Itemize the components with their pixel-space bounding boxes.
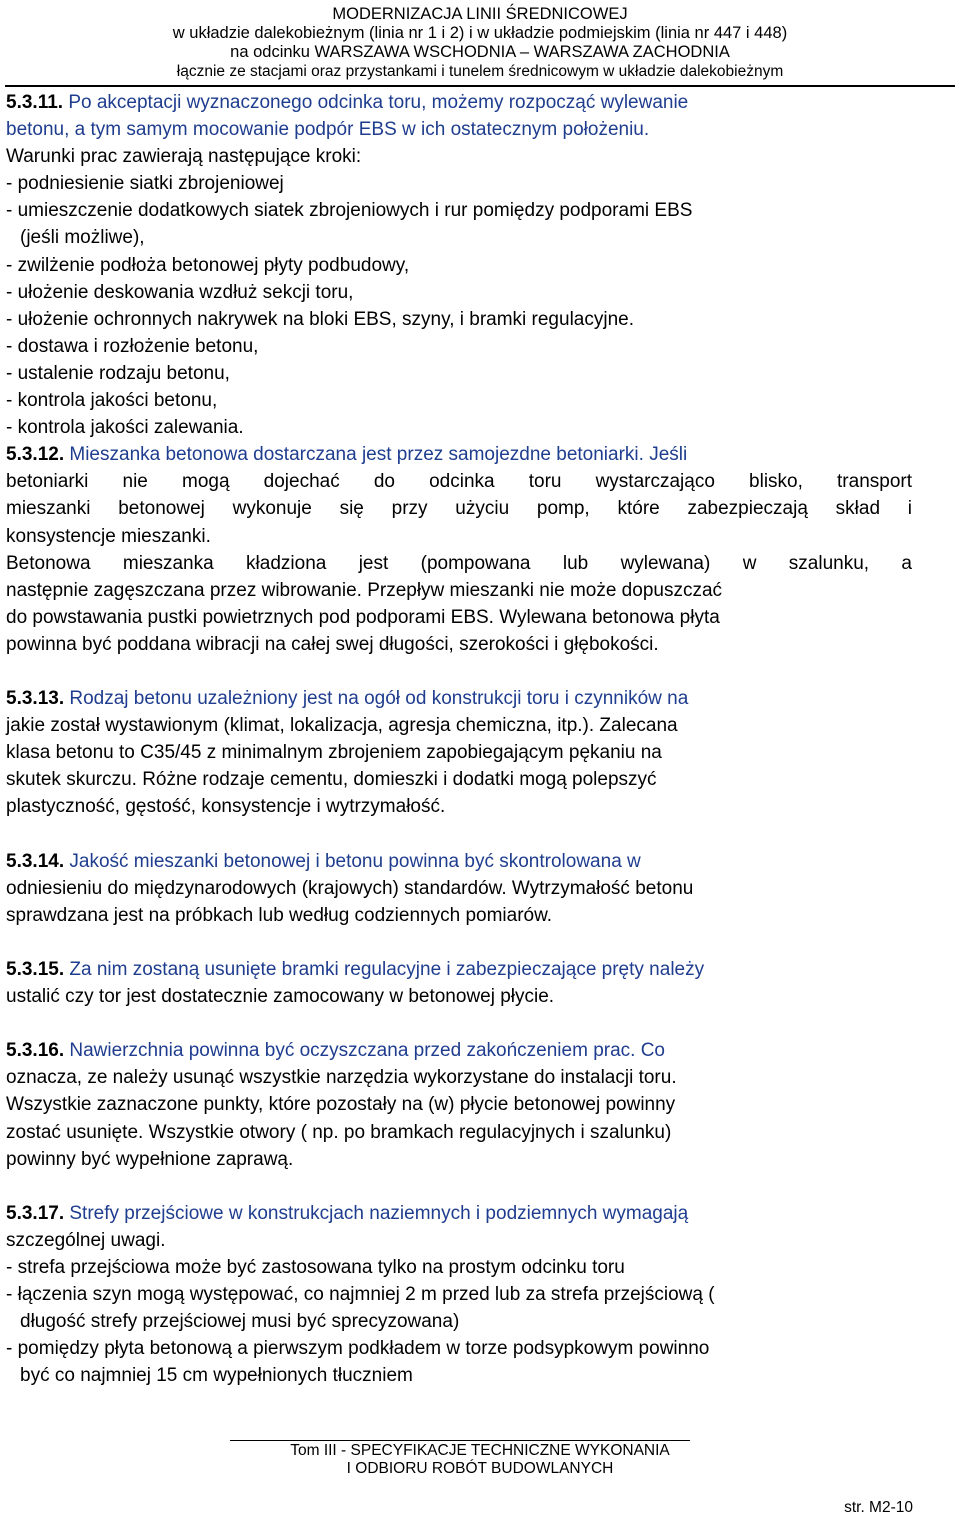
list-item: - dostawa i rozłożenie betonu, — [6, 335, 259, 357]
page-header — [0, 5, 960, 81]
paragraph-line: szczególnej uwagi. — [6, 1229, 166, 1251]
paragraph-line: do powstawania pustki powietrznych pod podporami EBS. Wylewana betonowa płyta — [6, 606, 720, 628]
section-number: 5.3.16. — [6, 1040, 65, 1062]
section-5-3-13 — [6, 685, 912, 820]
section-5-3-12 — [6, 441, 912, 658]
list-item: - kontrola jakości betonu, — [6, 390, 218, 412]
paragraph-line: następnie zagęszczana przez wibrowanie. Przepływ mieszanki nie może dopuszczać — [6, 579, 723, 601]
section-text: Nawierzchnia powinna być oczyszczana przed zakończeniem prac. Co — [64, 1040, 666, 1062]
paragraph-line: klasa betonu to C35/45 z minimalnym zbrojeniem zapobiegającym pękaniu na — [6, 742, 662, 764]
section-number: 5.3.14. — [6, 850, 65, 872]
footer-line-1: Tom III - SPECYFIKACJE TECHNICZNE WYKONANIA — [290, 1442, 670, 1459]
list-item: - kontrola jakości zalewania. — [6, 417, 244, 439]
section-5-3-11 — [6, 89, 912, 441]
section-text: Strefy przejściowe w konstrukcjach naziemnych i podziemnych wymagają — [64, 1202, 689, 1224]
document-body — [6, 89, 912, 1390]
list-item: - pomiędzy płyta betonową a pierwszym podkładem w torze podsypkowym powinno — [6, 1338, 710, 1360]
list-item: - zwilżenie podłoża betonowej płyty podbudowy, — [6, 254, 410, 276]
paragraph-line: Warunki prac zawierają następujące kroki: — [6, 146, 362, 168]
section-text: Rodzaj betonu uzależniony jest na ogół od konstrukcji toru i czynników na — [64, 688, 689, 710]
section-5-3-14 — [6, 848, 912, 929]
paragraph-line: zostać usunięte. Wszystkie otwory ( np. po bramkach regulacyjnych i szalunku) — [6, 1121, 672, 1143]
paragraph-line: Betonowa mieszanka kładziona jest (pompowana lub wylewana) w szalunku, a — [6, 552, 912, 574]
list-item-continuation: długość strefy przejściowej musi być sprecyzowana) — [20, 1311, 460, 1333]
footer-divider — [230, 1440, 690, 1441]
header-subtitle-1: w układzie dalekobieżnym (linia nr 1 i 2) i w układzie podmiejskim (linia nr 447 i 448) — [172, 24, 788, 42]
paragraph-gap — [6, 1173, 912, 1200]
paragraph-line: oznacza, ze należy usunąć wszystkie narzędzia wykorzystane do instalacji toru. — [6, 1067, 677, 1089]
paragraph-line: powinna być poddana wibracji na całej swej długości, szerokości i głębokości. — [6, 633, 659, 655]
header-subtitle-3: łącznie ze stacjami oraz przystankami i tunelem średnicowym w układzie dalekobieżnym — [176, 63, 784, 80]
paragraph-line: betoniarki nie mogą dojechać do odcinka toru wystarczająco blisko, transport — [6, 471, 912, 493]
paragraph-gap — [6, 821, 912, 848]
section-number: 5.3.17. — [6, 1202, 65, 1224]
section-text: Jakość mieszanki betonowej i betonu powinna być skontrolowana w — [64, 850, 641, 872]
section-number: 5.3.11. — [6, 92, 64, 113]
list-item: - ustalenie rodzaju betonu, — [6, 362, 230, 384]
paragraph-line: powinny być wypełnione zaprawą. — [6, 1148, 294, 1170]
header-divider — [5, 85, 955, 87]
paragraph-line: jakie został wystawionym (klimat, lokalizacja, agresja chemiczna, itp.). Zalecana — [6, 715, 678, 737]
paragraph-gap — [6, 1010, 912, 1037]
section-5-3-16 — [6, 1037, 912, 1172]
paragraph-line: betonu, a tym samym mocowanie podpór EBS w ich ostatecznym położeniu. — [6, 119, 650, 141]
section-5-3-15 — [6, 956, 912, 1010]
section-number: 5.3.15. — [6, 959, 65, 980]
list-item: - strefa przejściowa może być zastosowana tylko na prostym odcinku toru — [6, 1257, 625, 1279]
list-item-continuation: być co najmniej 15 cm wypełnionych tłuczniem — [20, 1365, 413, 1387]
paragraph-line: ustalić czy tor jest dostatecznie zamocowany w betonowej płycie. — [6, 986, 555, 1008]
section-5-3-17 — [6, 1200, 912, 1390]
paragraph-gap — [6, 658, 912, 685]
section-number: 5.3.13. — [6, 688, 65, 710]
section-text: Mieszanka betonowa dostarczana jest przez samojezdne betoniarki. Jeśli — [64, 444, 688, 466]
header-title: MODERNIZACJA LINII ŚREDNICOWEJ — [332, 5, 628, 23]
paragraph-line: mieszanki betonowej wykonuje się przy użyciu pomp, które zabezpieczają skład i — [6, 498, 912, 520]
paragraph-line: konsystencje mieszanki. — [6, 525, 211, 547]
paragraph-line: plastyczność, gęstość, konsystencje i wytrzymałość. — [6, 796, 446, 818]
paragraph-line: Wszystkie zaznaczone punkty, które pozostały na (w) płycie betonowej powinny — [6, 1094, 676, 1116]
list-item-continuation: (jeśli możliwe), — [20, 227, 145, 249]
page-number: str. M2-10 — [844, 1499, 913, 1516]
list-item: - łączenia szyn mogą występować, co najmniej 2 m przed lub za strefa przejściową ( — [6, 1284, 715, 1306]
section-number: 5.3.12. — [6, 444, 65, 466]
footer-line-2: I ODBIORU ROBÓT BUDOWLANYCH — [346, 1460, 614, 1477]
list-item: - ułożenie deskowania wzdłuż sekcji toru, — [6, 281, 354, 303]
list-item: - umieszczenie dodatkowych siatek zbrojeniowych i rur pomiędzy podporami EBS — [6, 200, 693, 222]
paragraph-gap — [6, 929, 912, 956]
list-item: - podniesienie siatki zbrojeniowej — [6, 173, 284, 195]
paragraph-line: sprawdzana jest na próbkach lub według codziennych pomiarów. — [6, 904, 553, 926]
section-text: Po akceptacji wyznaczonego odcinka toru, możemy rozpocząć wylewanie — [63, 92, 689, 113]
list-item: - ułożenie ochronnych nakrywek na bloki EBS, szyny, i bramki regulacyjne. — [6, 308, 634, 330]
header-subtitle-2: na odcinku WARSZAWA WSCHODNIA – WARSZAWA ZACHODNIA — [230, 43, 730, 61]
paragraph-line: odniesieniu do międzynarodowych (krajowych) standardów. Wytrzymałość betonu — [6, 877, 694, 899]
section-text: Za nim zostaną usunięte bramki regulacyjne i zabezpieczające pręty należy — [64, 959, 705, 980]
paragraph-line: skutek skurczu. Różne rodzaje cementu, domieszki i dodatki mogą polepszyć — [6, 769, 657, 791]
page-footer — [0, 1442, 960, 1478]
